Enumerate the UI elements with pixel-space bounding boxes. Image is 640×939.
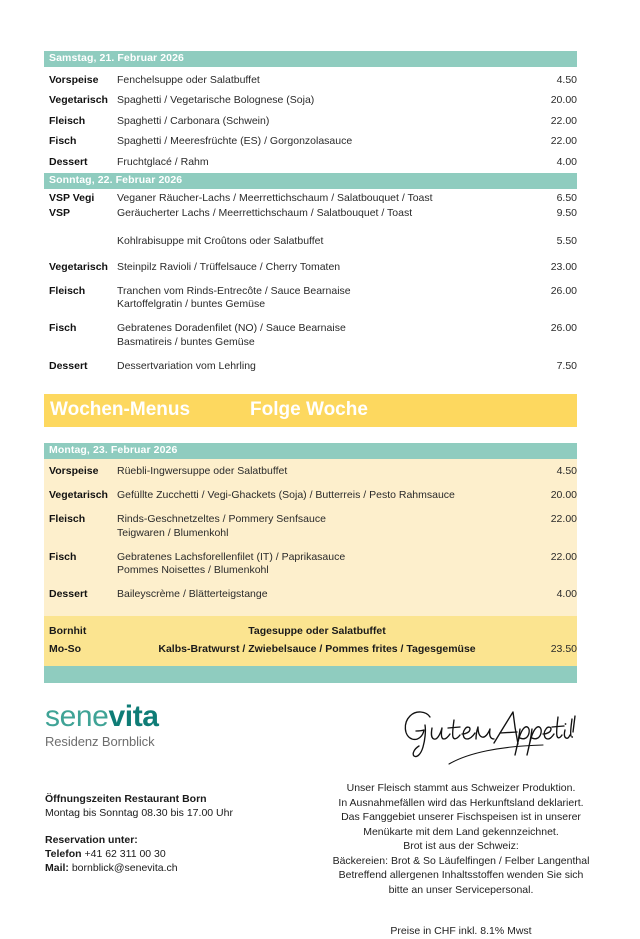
menu-description <box>117 551 525 578</box>
menu-description-line2: Kartoffelgratin / buntes Gemüse <box>117 298 266 310</box>
menu-row <box>44 353 577 377</box>
disclaimer-line: Das Fanggebiet unserer Fischspeisen ist in unserer <box>341 811 581 823</box>
mail-label: Mail: <box>45 862 69 874</box>
menu-category: Fleisch <box>49 114 86 127</box>
menu-description <box>117 513 525 540</box>
menu-description <box>117 285 525 312</box>
menu-description-line2: Basmatireis / buntes Gemüse <box>117 335 255 348</box>
menu-description: Geräucherter Lachs / Meerrettichschaum / Salatbouquet / Toast <box>117 206 413 219</box>
menu-category: Vorspeise <box>49 465 99 477</box>
menu-row <box>44 70 577 91</box>
bornhit-price: 23.50 <box>550 643 577 655</box>
menu-description: Kohlrabisuppe mit Croûtons oder Salatbuffet <box>117 234 324 247</box>
day-menu-montag <box>44 459 577 617</box>
logo-word-sene: sene <box>45 700 109 733</box>
menu-row <box>44 544 577 582</box>
menu-price: 4.00 <box>556 155 577 168</box>
menu-description: Fruchtglacé / Rahm <box>117 155 209 168</box>
menu-category: Dessert <box>49 588 88 600</box>
menu-description: Fenchelsuppe oder Salatbuffet <box>117 73 260 86</box>
bornhit-row <box>44 641 577 660</box>
menu-row <box>44 91 577 112</box>
menu-row <box>44 462 577 483</box>
menu-price: 4.50 <box>556 73 577 86</box>
disclaimer-text <box>316 781 606 939</box>
contact-spacer <box>45 820 233 833</box>
menu-row <box>44 111 577 132</box>
menu-price: 4.50 <box>556 465 577 477</box>
day-header-samstag: Samstag, 21. Februar 2026 <box>44 51 577 67</box>
logo-word-vita: vita <box>108 700 159 733</box>
menu-price: 22.00 <box>550 550 577 563</box>
phone-line <box>45 847 233 861</box>
menu-description-line1: Gebratenes Lachsforellenfilet (IT) / Paprikasauce <box>117 550 346 563</box>
bornhit-description: Kalbs-Bratwurst / Zwiebelsauce / Pommes frites / Tagesgemüse <box>158 643 476 655</box>
day-header-montag: Montag, 23. Februar 2026 <box>44 443 577 459</box>
bornhit-description: Tagesuppe oder Salatbuffet <box>248 624 386 637</box>
day-header-sonntag: Sonntag, 22. Februar 2026 <box>44 173 577 189</box>
menu-row <box>44 278 577 316</box>
menu-description-line2: Pommes Noisettes / Blumenkohl <box>117 564 269 576</box>
menu-price: 23.00 <box>550 260 577 273</box>
price-vat-note: Preise in CHF inkl. 8.1% Mwst <box>390 925 532 937</box>
week-menus-banner <box>44 394 577 427</box>
menu-description: Steinpilz Ravioli / Trüffelsauce / Cherry Tomaten <box>117 260 341 273</box>
menu-category: Vegetarisch <box>49 489 108 501</box>
mail-value[interactable]: bornblick@senevita.ch <box>71 862 178 874</box>
menu-category: Dessert <box>49 155 88 168</box>
menu-price: 20.00 <box>550 94 577 106</box>
menu-price: 5.50 <box>556 234 577 247</box>
reservation-title: Reservation unter: <box>45 834 138 846</box>
menu-description-line1: Gebratenes Doradenfilet (NO) / Sauce Bearnaise <box>117 322 346 334</box>
next-week-section <box>44 443 577 684</box>
menu-price: 26.00 <box>550 322 577 334</box>
menu-description: Gefüllte Zucchetti / Vegi-Ghackets (Soja) / Butterreis / Pesto Rahmsauce <box>117 489 455 501</box>
mail-line <box>45 861 233 875</box>
menu-description: Baileyscrème / Blätterteigstange <box>117 588 268 600</box>
menu-description-line2: Teigwaren / Blumenkohl <box>117 526 229 539</box>
opening-hours-value: Montag bis Sonntag 08.30 bis 17.00 Uhr <box>45 807 233 819</box>
menu-price: 20.00 <box>550 489 577 501</box>
opening-hours-title: Öffnungszeiten Restaurant Born <box>45 793 207 805</box>
menu-category: Dessert <box>49 359 88 372</box>
menu-row <box>44 192 577 207</box>
menu-row <box>44 482 577 506</box>
menu-category: Fisch <box>49 135 77 147</box>
phone-value[interactable]: +41 62 311 00 30 <box>84 848 166 860</box>
menu-row <box>44 206 577 221</box>
day-menu-sonntag <box>44 189 577 377</box>
menu-description: Spaghetti / Meeresfrüchte (ES) / Gorgonzolasauce <box>117 135 353 147</box>
menu-category: Vegetarisch <box>49 260 108 273</box>
disclaimer-line: bitte an unser Servicepersonal. <box>388 883 534 896</box>
menu-description: Dessertvariation vom Lehrling <box>117 359 256 372</box>
bornhit-category: Mo-So <box>49 643 82 655</box>
section-divider-bar <box>44 666 577 683</box>
menu-row <box>44 581 577 605</box>
menu-description-line1: Rinds-Geschnetzeltes / Pommery Senfsauce <box>117 513 326 525</box>
disclaimer-line: In Ausnahmefällen wird das Herkunftsland deklariert. <box>338 796 584 809</box>
menu-category: Vorspeise <box>49 73 99 86</box>
day-menu-samstag <box>44 67 577 173</box>
menu-category: Vegetarisch <box>49 94 108 106</box>
disclaimer-line: Brot ist aus der Schweiz: <box>403 840 519 852</box>
menu-row <box>44 221 577 252</box>
menu-category: VSP <box>49 206 71 219</box>
bornhit-block <box>44 616 577 666</box>
menu-category: Fleisch <box>49 284 86 297</box>
bornhit-row <box>44 622 577 641</box>
senevita-logo <box>45 701 159 750</box>
menu-price: 22.00 <box>550 513 577 525</box>
menu-description: Rüebli-Ingwersuppe oder Salatbuffet <box>117 465 288 477</box>
menu-row <box>44 252 577 278</box>
menu-category: Fisch <box>49 550 77 563</box>
menu-description <box>117 322 525 349</box>
menu-price: 4.00 <box>556 588 577 600</box>
contact-info <box>45 792 233 875</box>
menu-price: 6.50 <box>556 192 577 204</box>
guten-appetit-signature-icon <box>396 703 576 765</box>
logo-subtitle: Residenz Bornblick <box>45 734 155 749</box>
disclaimer-line: Betreffend allergenen Inhaltsstoffen wenden Sie sich <box>338 869 584 881</box>
menu-description: Spaghetti / Vegetarische Bolognese (Soja) <box>117 94 315 106</box>
menu-price: 22.00 <box>550 114 577 127</box>
menu-description: Spaghetti / Carbonara (Schwein) <box>117 114 270 127</box>
banner-title-right: Folge Woche <box>250 399 368 420</box>
menu-row <box>44 506 577 544</box>
current-week-section <box>44 51 577 377</box>
bornhit-category: Bornhit <box>49 624 87 637</box>
disclaimer-line: Unser Fleisch stammt aus Schweizer Produktion. <box>346 782 576 794</box>
disclaimer-line: Menükarte mit dem Land gekennzeichnet. <box>363 825 559 838</box>
menu-price: 26.00 <box>550 284 577 297</box>
banner-title-left: Wochen-Menus <box>50 399 191 420</box>
disclaimer-line: Bäckereien: Brot & So Läufelfingen / Felber Langenthal <box>332 854 590 867</box>
menu-row <box>44 152 577 173</box>
menu-description: Veganer Räucher-Lachs / Meerrettichschaum / Salatbouquet / Toast <box>117 192 433 204</box>
menu-price: 9.50 <box>556 206 577 219</box>
menu-price: 22.00 <box>550 135 577 147</box>
menu-row <box>44 132 577 153</box>
menu-row <box>44 315 577 353</box>
menu-category: Fisch <box>49 322 77 334</box>
logo-wordmark <box>45 701 159 733</box>
menu-description-line1: Tranchen vom Rinds-Entrecôte / Sauce Bearnaise <box>117 284 351 297</box>
menu-price: 7.50 <box>556 359 577 372</box>
menu-category: Fleisch <box>49 513 86 525</box>
phone-label: Telefon <box>45 848 82 860</box>
menu-category: VSP Vegi <box>49 192 95 204</box>
page-footer <box>44 700 590 937</box>
